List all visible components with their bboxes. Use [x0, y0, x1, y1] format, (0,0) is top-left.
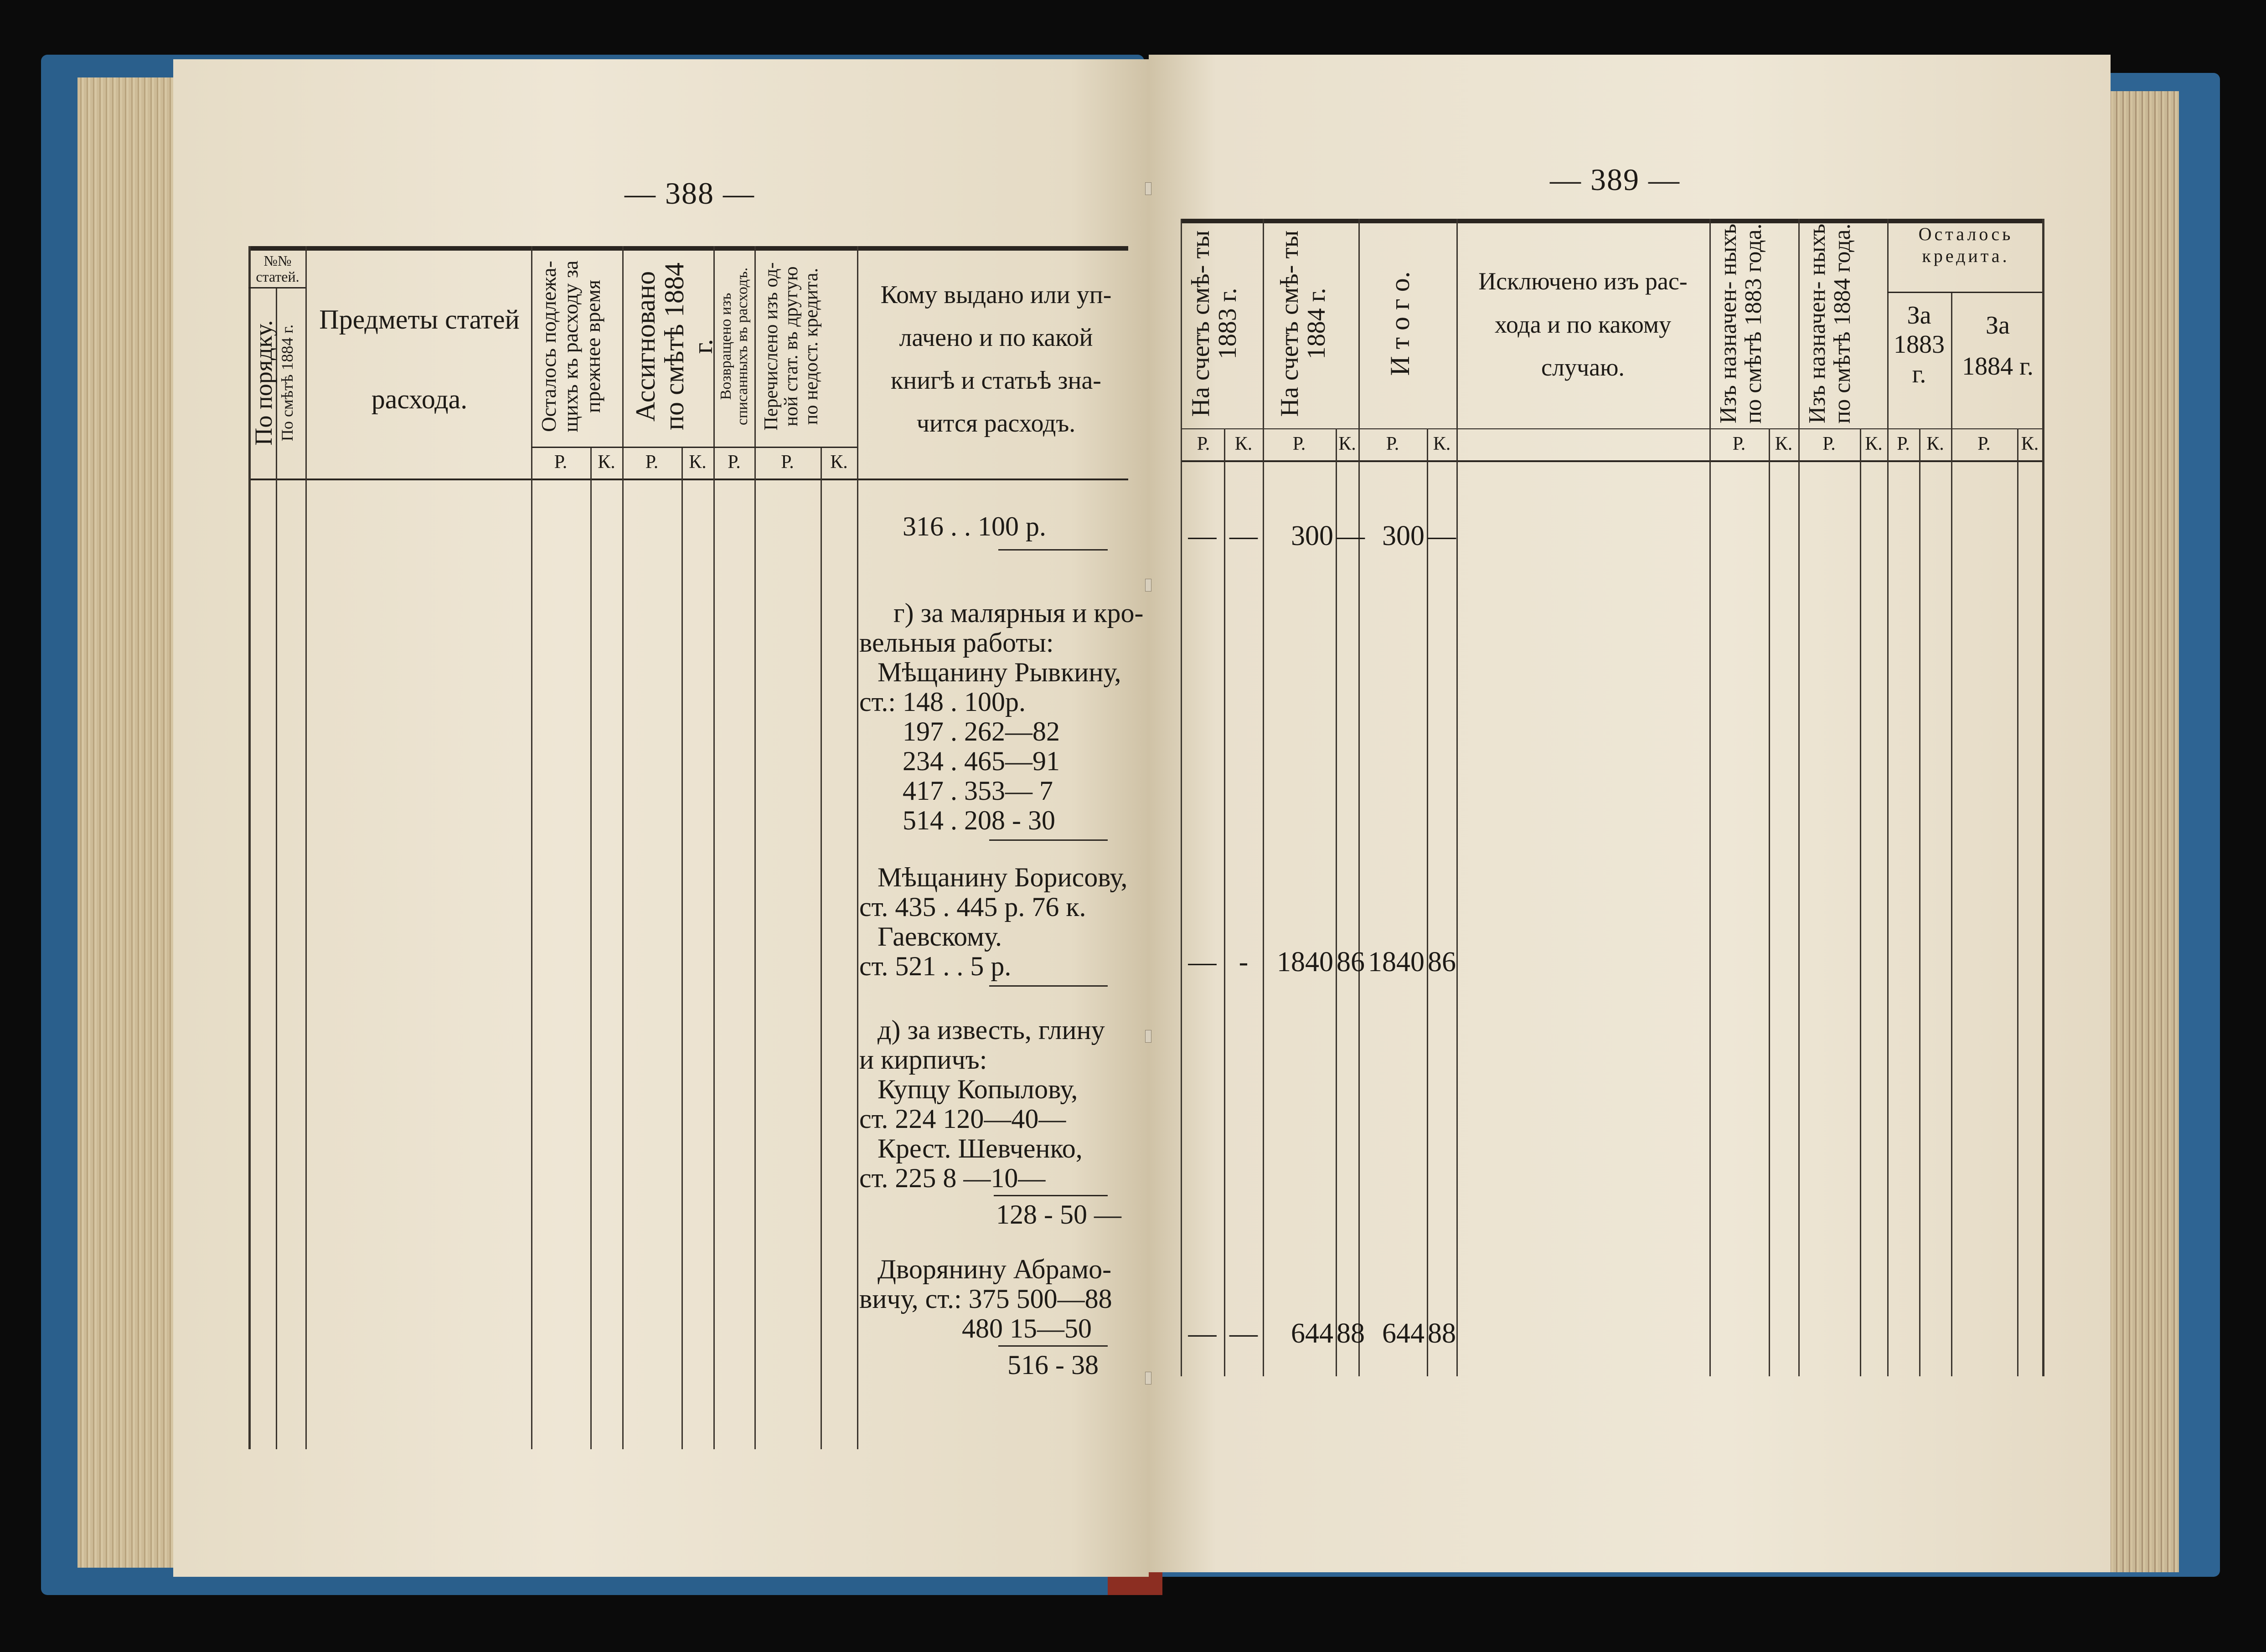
table-rule — [1181, 219, 1182, 1376]
header-za-line: 1884 г. — [1962, 352, 2034, 381]
table-rule — [1860, 428, 1861, 1376]
cell-total-r: 300 — [1382, 520, 1425, 551]
header-from-1884: Изъ назначен- ныхъ по смѣтѣ 1884 года. — [1804, 223, 1855, 424]
table-rule — [1919, 428, 1920, 1376]
entry-line: 234 . 465—91 — [903, 746, 1060, 776]
underline — [998, 549, 1108, 551]
entry-line: 197 . 262—82 — [903, 716, 1060, 746]
cell-1883-r: — — [1188, 947, 1217, 978]
header-paid-to — [859, 273, 1133, 445]
table-rule — [1887, 219, 1889, 1376]
unit-kopecks: К. — [1926, 433, 1944, 454]
cell-1884-k: — — [1337, 520, 1365, 551]
unit-rule — [1181, 428, 2044, 429]
header-excluded — [1459, 260, 1707, 389]
table-rule — [305, 246, 307, 1449]
entry-line: Гаевскому. — [877, 921, 1002, 952]
unit-kopecks: К. — [1433, 433, 1451, 454]
unit-kopecks: К. — [689, 452, 707, 473]
header-za-line: За — [1907, 301, 1931, 329]
entry-subtotal: 516 - 38 — [1007, 1350, 1099, 1380]
binding-stitch — [1145, 1030, 1151, 1043]
cell-1884-k: 86 — [1337, 947, 1365, 978]
header-returned: Возвращено изъ списанныхъ въ расходъ. — [717, 267, 751, 426]
cell-total-k: — — [1428, 520, 1456, 551]
header-paid-to-line: чится расходъ. — [916, 409, 1076, 438]
table-rule — [754, 246, 756, 1449]
header-za-line: 1883 — [1894, 330, 1945, 359]
entry-line: Купцу Копылову, — [877, 1074, 1078, 1104]
entry-line: ст. 225 8 —10— — [859, 1163, 1046, 1193]
header-za-line: г. — [1912, 360, 1926, 388]
unit-rubles: Р. — [554, 452, 568, 473]
unit-rubles: Р. — [781, 452, 794, 473]
entry-line: 480 15—50 — [962, 1313, 1092, 1343]
binding-stitch — [1145, 1372, 1151, 1384]
underline — [989, 839, 1108, 841]
unit-kopecks: К. — [830, 452, 848, 473]
header-excluded-line: Исключено изъ рас- — [1478, 268, 1688, 295]
header-za-line: За — [1986, 311, 2010, 340]
underline — [998, 1345, 1108, 1347]
unit-rubles: Р. — [645, 452, 659, 473]
cell-1884-r: 1840 — [1277, 947, 1333, 978]
unit-kopecks: К. — [1234, 433, 1253, 454]
table-top-rule — [1181, 219, 2044, 223]
header-paid-to-line: лачено и по какой — [899, 324, 1093, 352]
cell-1883-k: — — [1229, 520, 1258, 551]
header-remaining: Осталось подлежа- щихъ къ расходу за прежнее время — [537, 260, 604, 432]
unit-kopecks: К. — [1775, 433, 1793, 454]
table-rule — [1358, 219, 1360, 1376]
header-from-1883: Изъ назначен- ныхъ по смѣтѣ 1883 года. — [1715, 223, 1766, 424]
entry-line: вичу, ст.: 375 500—88 — [859, 1284, 1112, 1314]
entry-line: и кирпичъ: — [859, 1045, 987, 1075]
cell-1884-k: 88 — [1337, 1318, 1365, 1349]
unit-rubles: Р. — [1897, 433, 1910, 454]
cell-1883-r: — — [1188, 520, 1217, 551]
table-rule — [1951, 292, 1952, 1376]
table-rule — [1709, 219, 1711, 1376]
page-number: — 389 — — [1550, 162, 1680, 197]
unit-kopecks: К. — [2021, 433, 2039, 454]
unit-rubles: Р. — [1822, 433, 1836, 454]
unit-rule — [531, 447, 857, 448]
table-rule — [1427, 428, 1428, 1376]
unit-rubles: Р. — [1732, 433, 1746, 454]
header-transferred: Перечислено изъ од- ной стат. въ другую по недост. кредита. — [761, 262, 822, 431]
table-rule — [857, 246, 858, 1449]
entry-line: 514 . 208 - 30 — [903, 805, 1055, 835]
cell-total-r: 644 — [1382, 1318, 1425, 1349]
left-page — [173, 59, 1149, 1577]
table-rule — [821, 447, 822, 1449]
header-subrule — [1887, 292, 2042, 293]
header-credit-left: Осталось кредита. — [1918, 224, 2013, 266]
table-rule — [1336, 428, 1337, 1376]
table-rule — [531, 246, 532, 1449]
header-subjects-1: Предметы статей — [319, 304, 520, 335]
table-rule — [1456, 219, 1458, 1376]
table-rule — [2042, 219, 2044, 1376]
header-by-estimate: По смѣтѣ 1884 г. — [278, 324, 296, 442]
header-bottom-rule — [251, 479, 1128, 480]
binding-stitch — [1145, 182, 1151, 195]
page-number: — 388 — — [625, 176, 755, 211]
entry-line: Крест. Шевченко, — [877, 1133, 1083, 1163]
table-rule — [1798, 219, 1800, 1376]
unit-rubles: Р. — [1292, 433, 1306, 454]
table-rule — [590, 447, 592, 1449]
header-numbers-group: №№ статей. — [256, 252, 299, 285]
table-rule — [681, 447, 683, 1449]
header-excluded-line: хода и по какому — [1494, 310, 1672, 338]
cell-1884-r: 644 — [1291, 1318, 1333, 1349]
unit-rubles: Р. — [1197, 433, 1210, 454]
unit-rubles: Р. — [728, 452, 741, 473]
header-za-1884 — [1953, 305, 2042, 387]
cell-1883-r: — — [1188, 1318, 1217, 1349]
table-rule — [622, 246, 624, 1449]
cell-total-k: 88 — [1428, 1318, 1456, 1349]
header-total: И т о г о. — [1385, 271, 1415, 376]
header-by-order: По порядку. — [250, 320, 277, 446]
entry-line: вельныя работы: — [859, 628, 1054, 658]
header-acc-1884: На счетъ смѣ- ты 1884 г. — [1275, 230, 1331, 417]
table-top-rule — [251, 246, 1128, 251]
header-acc-1883: На счетъ смѣ- ты 1883 г. — [1187, 230, 1242, 417]
entry-line: Мѣщанину Борисову, — [877, 862, 1128, 892]
entry-line: 316 . . 100 р. — [903, 511, 1046, 541]
unit-rubles: Р. — [1977, 433, 1991, 454]
table-rule — [1263, 219, 1264, 1376]
header-bottom-rule — [1181, 460, 2044, 462]
entry-subtotal: 128 - 50 — — [996, 1199, 1121, 1230]
entry-line: ст. 435 . 445 р. 76 к. — [859, 892, 1086, 922]
entry-line: Мѣщанину Рывкину, — [877, 657, 1121, 687]
cell-total-k: 86 — [1428, 947, 1456, 978]
unit-kopecks: К. — [1865, 433, 1883, 454]
entry-line: 417 . 353— 7 — [903, 776, 1053, 806]
cell-total-r: 1840 — [1368, 947, 1425, 978]
binding-stitch — [1145, 579, 1151, 592]
header-excluded-line: случаю. — [1541, 354, 1625, 381]
entry-line: Дворянину Абрамо- — [877, 1254, 1112, 1284]
header-subrule — [248, 287, 305, 288]
header-paid-to-line: Кому выдано или уп- — [880, 281, 1112, 309]
header-paid-to-line: книгѣ и статьѣ зна- — [891, 366, 1101, 395]
entry-line: ст. 224 120—40— — [859, 1104, 1066, 1134]
underline — [994, 1195, 1108, 1196]
cell-1883-k: — — [1229, 1318, 1258, 1349]
entry-line: д) за известь, глину — [877, 1015, 1105, 1045]
header-assigned: Ассигновано по смѣтѣ 1884 г. — [630, 262, 718, 431]
table-rule — [2017, 428, 2018, 1376]
header-za-1883 — [1887, 301, 1951, 389]
unit-kopecks: К. — [1338, 433, 1356, 454]
table-rule — [1224, 428, 1225, 1376]
table-rule — [1769, 428, 1770, 1376]
underline — [989, 985, 1108, 987]
right-page — [1149, 55, 2111, 1572]
unit-rubles: Р. — [1386, 433, 1399, 454]
entry-line: г) за малярныя и кро- — [893, 598, 1144, 628]
cell-1883-k: - — [1239, 947, 1249, 978]
header-subjects-2: расхода. — [371, 384, 468, 414]
cell-1884-r: 300 — [1291, 520, 1333, 551]
entry-line: ст.: 148 . 100р. — [859, 687, 1026, 717]
entry-line: ст. 521 . . 5 р. — [859, 951, 1012, 981]
unit-kopecks: К. — [598, 452, 615, 473]
